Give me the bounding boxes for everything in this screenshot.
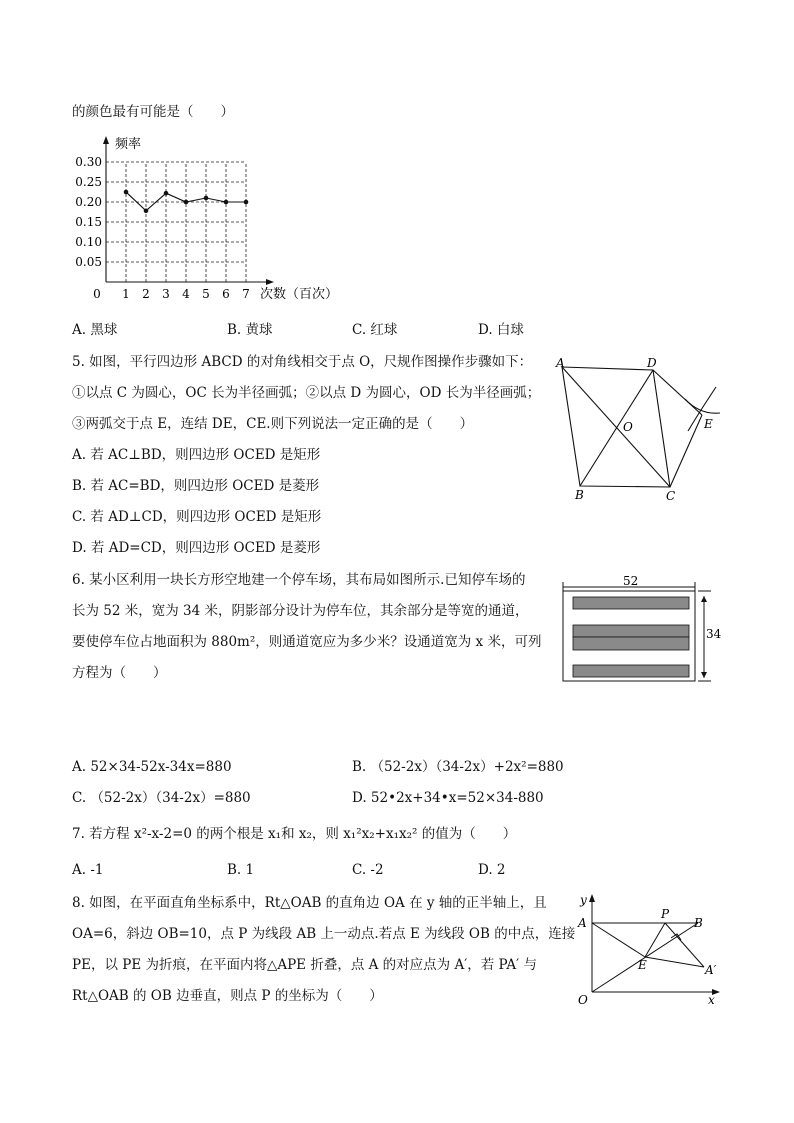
y-tick-label: 0.25	[75, 175, 102, 189]
label-e: E	[704, 417, 713, 431]
arc-from-d	[685, 399, 720, 413]
y-axis-arrow	[103, 136, 109, 144]
chart-labels	[75, 136, 338, 302]
label-a: A	[578, 916, 587, 930]
q4-option-d: D. 白球	[478, 322, 524, 338]
x-axis-arrow	[266, 279, 274, 285]
q5-option-b: B. 若 AC=BD，则四边形 OCED 是菱形	[72, 478, 320, 494]
q6-option-c: C. （52-2x）（34-2x）=880	[72, 790, 251, 806]
y-axis-title: 频率	[115, 137, 142, 152]
parking-row-2	[573, 625, 689, 637]
data-point	[204, 196, 209, 201]
q8-stem-line2: OA=6，斜边 OB=10，点 P 为线段 AB 上一动点.若点 E 为线段 OB 的中点，连接	[72, 926, 576, 942]
y-tick-label: 0.15	[75, 215, 102, 229]
label-d: D	[647, 356, 657, 370]
q7-option-b: B. 1	[227, 862, 255, 878]
q5-stem-line3: ③两弧交于点 E，连结 DE，CE.则下列说法一定正确的是（ ）	[72, 416, 474, 432]
data-point	[144, 209, 149, 214]
label-p: P	[661, 907, 670, 921]
x-tick-label: 3	[162, 287, 170, 301]
q6-stem-line4: 方程为（ ）	[72, 665, 167, 681]
q5-option-a: A. 若 AC⊥BD，则四边形 OCED 是矩形	[72, 447, 321, 463]
q7-option-d: D. 2	[478, 862, 506, 878]
q7-option-c: C. -2	[352, 862, 384, 878]
label-o: O	[623, 420, 633, 434]
segment-ea1	[645, 957, 704, 967]
x-tick-label: 1	[122, 287, 130, 301]
parking-row-1	[573, 597, 689, 609]
x-axis-title: 次数（百次）	[260, 287, 339, 302]
q6-stem-line3: 要使停车位占地面积为 880m²，则通道宽应为多少米？设通道宽为 x 米，可列	[72, 634, 542, 650]
data-point	[124, 190, 129, 195]
data-point	[184, 200, 189, 205]
q8-stem-line1: 8. 如图，在平面直角坐标系中，Rt△OAB 的直角边 OA 在 y 轴的正半轴上，且	[72, 895, 547, 911]
label-c: C	[666, 489, 676, 503]
x-tick-label: 5	[202, 287, 210, 301]
q5-stem-line1: 5. 如图，平行四边形 ABCD 的对角线相交于点 O，尺规作图操作步骤如下：	[72, 354, 533, 370]
q7-option-a: A. -1	[72, 862, 104, 878]
x-tick-label: 4	[182, 287, 190, 301]
q7-stem: 7. 若方程 x²-x-2=0 的两个根是 x₁和 x₂，则 x₁²x₂+x₁x₂² 的值为（ ）	[72, 826, 517, 842]
y-tick-label: 0.05	[75, 255, 102, 269]
q8-stem-line4: Rt△OAB 的 OB 边垂直，则点 P 的坐标为（ ）	[72, 988, 383, 1004]
q5-option-d: D. 若 AD=CD，则四边形 OCED 是菱形	[72, 540, 321, 556]
label-b: B	[694, 916, 703, 930]
x-tick-label: 2	[142, 287, 150, 301]
q8-stem-line3: PE，以 PE 为折痕，在平面内将△APE 折叠，点 A 的对应点为 A′，若 PA′ 与	[72, 957, 537, 973]
label-e: E	[638, 958, 647, 972]
diagonal-bd	[580, 370, 653, 486]
q6-stem-line1: 6. 某小区利用一块长方形空地建一个停车场，其布局如图所示.已知停车场的	[72, 572, 526, 588]
parking-lot-figure	[560, 570, 730, 688]
length-label: 52	[623, 574, 639, 588]
width-label: 34	[706, 627, 722, 641]
q5-stem-line2: ①以点 C 为圆心，OC 长为半径画弧；②以点 D 为圆心，OD 长为半径画弧；	[72, 385, 541, 401]
label-y: y	[580, 893, 587, 907]
q4-stem-tail: 的颜色最有可能是（ ）	[72, 104, 234, 120]
chart-grid	[106, 162, 246, 282]
q4-option-a: A. 黑球	[72, 322, 118, 338]
y-tick-label: 0.10	[75, 235, 102, 249]
origin-label: 0	[93, 287, 101, 301]
y-tick-label: 0.30	[75, 155, 102, 169]
parking-row-4	[573, 665, 689, 677]
x-tick-label: 7	[242, 287, 250, 301]
segment-de	[653, 370, 702, 415]
chart-axes	[103, 136, 274, 285]
diagonal-ac	[562, 367, 670, 487]
label-o: O	[578, 993, 588, 1007]
x-tick-label: 6	[222, 287, 230, 301]
parallelogram-figure	[550, 353, 730, 503]
data-point	[164, 191, 169, 196]
q6-option-a: A. 52×34-52x-34x=880	[72, 759, 232, 775]
label-x: x	[708, 993, 715, 1007]
q6-option-d: D. 52•2x+34•x=52×34-880	[352, 790, 544, 806]
parking-row-3	[573, 637, 689, 650]
y-tick-label: 0.20	[75, 195, 102, 209]
segment-ae	[592, 923, 645, 957]
label-a: A	[556, 356, 565, 370]
q6-option-b: B. （52-2x）（34-2x）+2x²=880	[352, 759, 564, 775]
segment-ce	[670, 415, 702, 487]
q5-option-c: C. 若 AD⊥CD，则四边形 OCED 是矩形	[72, 509, 322, 525]
q6-stem-line2: 长为 52 米，宽为 34 米，阴影部分设计为停车位，其余部分是等宽的通道，	[72, 603, 529, 619]
q4-option-b: B. 黄球	[227, 322, 273, 338]
label-b: B	[575, 488, 584, 502]
data-point	[244, 200, 249, 205]
label-a-prime: A′	[705, 963, 717, 977]
data-point	[224, 200, 229, 205]
segment-pe	[645, 923, 665, 957]
coordinate-figure	[570, 892, 730, 1012]
q4-option-c: C. 红球	[352, 322, 398, 338]
frequency-chart	[66, 132, 366, 312]
